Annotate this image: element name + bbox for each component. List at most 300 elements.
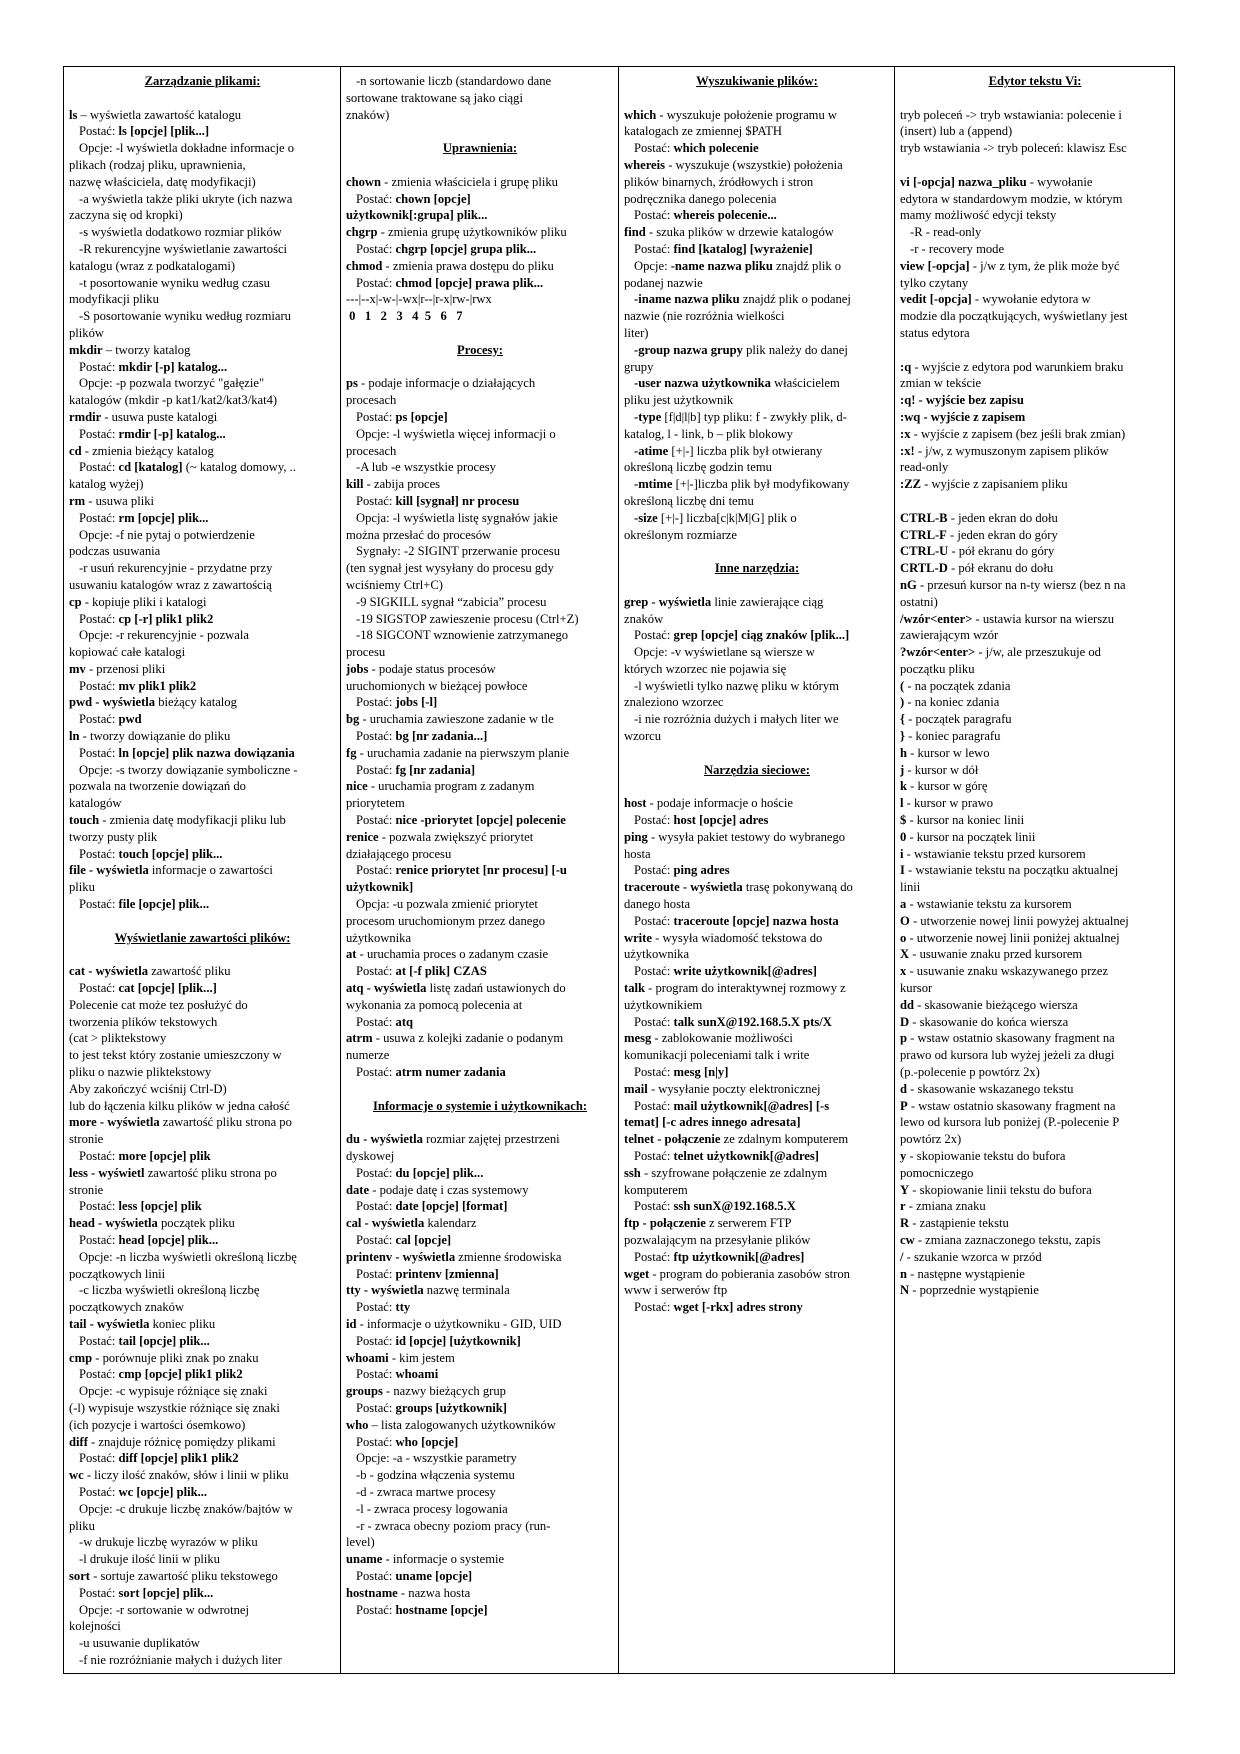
line-text: Postać: [356, 1014, 396, 1029]
command-name: chmod [346, 258, 383, 273]
command-entry [346, 1383, 614, 1400]
syntax-text: talk sunX@192.168.5.X pts/X [673, 1014, 832, 1029]
command-name: chown [346, 174, 381, 189]
line-text: Postać: [634, 208, 674, 223]
line-text: www i serwerów ftp [624, 1283, 728, 1298]
text-line [69, 644, 336, 661]
line-text: Postać: [356, 1165, 396, 1180]
line-text: Postać: [634, 1249, 674, 1264]
line-text: zawierającym wzór [900, 628, 999, 643]
command-name: traceroute - wyświetla [624, 880, 743, 895]
command-entry [900, 560, 1170, 577]
option-line [69, 1484, 336, 1501]
command-name: mkdir [69, 342, 103, 357]
command-entry [900, 812, 1170, 829]
line-text: level) [346, 1535, 375, 1550]
section-heading-text: Zarządzanie plikami: [144, 74, 261, 88]
command-entry [900, 1266, 1170, 1283]
command-entry [900, 543, 1170, 560]
command-name: pwd - wyświetla [69, 695, 156, 710]
line-text: pliku [69, 1518, 95, 1533]
syntax-text: date [opcje] [format] [395, 1199, 508, 1214]
command-entry [624, 1165, 890, 1182]
line-text: modzie dla początkujących, wyświetlany jest [900, 309, 1128, 324]
text-line [900, 1165, 1170, 1182]
line-text: Postać: [634, 863, 674, 878]
command-entry [900, 1081, 1170, 1098]
option-line [69, 224, 336, 241]
option-line [624, 1148, 890, 1165]
command-entry [69, 1467, 336, 1484]
line-text: określoną liczbę godzin temu [624, 460, 772, 475]
spacer [346, 157, 614, 174]
command-description: - podaje informacje o działających [357, 376, 536, 391]
command-entry [900, 510, 1170, 527]
command-name: cw [900, 1232, 915, 1247]
option-line [69, 1534, 336, 1551]
command-entry [346, 1350, 614, 1367]
command-description: koniec pliku [149, 1316, 216, 1331]
line-text: Postać: [79, 426, 119, 441]
option-line [346, 1501, 614, 1518]
text-line [346, 291, 614, 308]
syntax-text: atrm numer zadania [395, 1065, 506, 1080]
text-line [69, 258, 336, 275]
command-description: - kursor w dół [904, 762, 979, 777]
text-line [624, 426, 890, 443]
line-text: -l - zwraca procesy logowania [356, 1501, 508, 1516]
option-line [624, 342, 890, 359]
command-name: at [346, 947, 357, 962]
line-text: Postać: [356, 191, 396, 206]
command-entry [346, 258, 614, 275]
command-entry [900, 930, 1170, 947]
command-entry [900, 174, 1170, 191]
option-line [624, 1014, 890, 1031]
option-line [69, 123, 336, 140]
text-line [900, 879, 1170, 896]
command-description: - przesuń kursor na n-ty wiersz (bez n na [916, 577, 1126, 592]
line-text: [+|-]liczba plik był modyfikowany [672, 477, 850, 492]
command-name: vedit [-opcja] [900, 292, 972, 307]
command-entry [69, 694, 336, 711]
command-description: - zmienia prawa dostępu do pliku [382, 258, 554, 273]
line-text: Postać: [634, 1300, 674, 1315]
command-description: z serwerem FTP [705, 1216, 792, 1231]
syntax-text: who [opcje] [395, 1434, 459, 1449]
text-line [900, 107, 1170, 124]
line-text: -r - zwraca obecny poziom pracy (run- [356, 1518, 551, 1533]
text-line [69, 1266, 336, 1283]
line-text: plików [69, 325, 104, 340]
text-line [624, 661, 890, 678]
option-line [69, 241, 336, 258]
option-line [69, 1249, 336, 1266]
line-text: Opcje: -s tworzy dowiązanie symboliczne - [79, 762, 298, 777]
line-text: (ich pozycje i wartości ósemkowo) [69, 1417, 246, 1432]
line-text: katalogach ze zmiennej $PATH [624, 124, 782, 139]
command-description: - sortuje zawartość pliku tekstowego [89, 1568, 278, 1583]
line-text: tylko czytany [900, 275, 969, 290]
option-line [624, 291, 890, 308]
command-description: - wysyła wiadomość tekstowa do [651, 930, 823, 945]
syntax-text: less [opcje] plik [118, 1199, 202, 1214]
command-name: tty - wyświetla [346, 1283, 424, 1298]
option-line [346, 1165, 614, 1182]
option-line [346, 896, 614, 913]
command-description: - informacje o użytkowniku - GID, UID [356, 1316, 562, 1331]
text-line [69, 778, 336, 795]
line-text: -A lub -e wszystkie procesy [356, 460, 496, 475]
command-entry [69, 594, 336, 611]
command-description: - nazwy bieżących grup [382, 1384, 506, 1399]
command-description: zawartość pliku [148, 964, 231, 979]
option-line [69, 762, 336, 779]
syntax-text: whoami [395, 1367, 439, 1382]
text-line [69, 795, 336, 812]
command-description: - kursor w lewo [907, 745, 990, 760]
command-description: - zabija proces [363, 477, 441, 492]
section-heading [346, 342, 614, 359]
line-text: Postać: [356, 813, 396, 828]
command-name: o [900, 930, 907, 945]
line-text: Opcje: -r sortowanie w odwrotnej [79, 1602, 249, 1617]
syntax-text: nice -priorytet [opcje] polecenie [395, 813, 566, 828]
line-text: Postać: [79, 678, 119, 693]
option-line [69, 510, 336, 527]
column-file-management [64, 67, 340, 1673]
command-description: zawartość pliku strona po [159, 1115, 292, 1130]
command-entry [346, 1249, 614, 1266]
command-description: linie zawierające ciąg [711, 594, 824, 609]
line-text: użytkownika [624, 947, 690, 962]
command-name: } [900, 729, 905, 744]
line-text: Postać: [79, 1585, 119, 1600]
command-entry [346, 778, 614, 795]
line-text: określoną liczbę dni temu [624, 493, 754, 508]
command-name: r [900, 1199, 906, 1214]
syntax-text: :wq - wyjście z zapisem [900, 409, 1026, 424]
section-heading-text: Uprawnienia: [442, 141, 518, 156]
line-text: Opcja: -u pozwala zmienić priorytet [356, 897, 538, 912]
option-line [69, 359, 336, 376]
option-line [624, 409, 890, 426]
text-line [346, 1534, 614, 1551]
line-text: podczas usuwania [69, 544, 161, 559]
command-name: chgrp [346, 225, 378, 240]
command-description: - uruchamia zadanie na pierwszym planie [356, 745, 570, 760]
command-name: renice [346, 829, 379, 844]
command-description: - wywołanie [1026, 174, 1093, 189]
command-description: - początek paragrafu [904, 712, 1012, 727]
command-entry [346, 224, 614, 241]
text-line [69, 291, 336, 308]
command-description: - zmienia bieżący katalog [81, 443, 214, 458]
option-line [69, 560, 336, 577]
command-name: cd [69, 443, 82, 458]
line-text: to jest tekst który zostanie umieszczony w [69, 1048, 282, 1063]
option-line [346, 73, 614, 90]
command-entry [900, 678, 1170, 695]
text-line [69, 879, 336, 896]
command-name: whereis [624, 157, 666, 172]
command-entry [346, 476, 614, 493]
syntax-text: -size [634, 510, 658, 525]
line-text: komputerem [624, 1182, 688, 1197]
line-text: mamy możliwość edycji teksty [900, 208, 1057, 223]
line-text: modyfikacji pliku [69, 292, 159, 307]
line-text: -f nie rozróżnianie małych i dużych liter [79, 1652, 282, 1667]
option-line [624, 443, 890, 460]
command-name: k [900, 779, 908, 794]
command-entry [624, 795, 890, 812]
syntax-text: -group nazwa grupy [634, 342, 743, 357]
line-text: Postać: [634, 913, 674, 928]
syntax-text: -name nazwa pliku [670, 258, 773, 273]
command-entry [69, 963, 336, 980]
spacer [624, 577, 890, 594]
syntax-text: cat [opcje] [plik...] [118, 981, 217, 996]
line-text: Postać: [634, 628, 674, 643]
command-name: 0 [900, 829, 907, 844]
line-text: Postać: [356, 863, 396, 878]
text-line [624, 308, 890, 325]
option-line [346, 694, 614, 711]
text-line [624, 527, 890, 544]
line-text: Postać: [356, 1400, 396, 1415]
syntax-text: ftp użytkownik[@adres] [673, 1249, 805, 1264]
line-text: pozwalającym na przesyłanie plików [624, 1232, 811, 1247]
option-line [69, 1652, 336, 1669]
line-text: katalog, l - link, b – plik blokowy [624, 426, 793, 441]
option-line [69, 375, 336, 392]
text-line [624, 325, 890, 342]
command-name: :ZZ [900, 477, 921, 492]
line-text: Postać: [634, 964, 674, 979]
text-line [346, 577, 614, 594]
option-line [346, 409, 614, 426]
command-name: mv [69, 661, 86, 676]
command-entry [900, 694, 1170, 711]
option-line [346, 191, 614, 208]
command-entry [624, 930, 890, 947]
syntax-text: ps [opcje] [395, 409, 448, 424]
line-text: katalogu (wraz z podkatalogami) [69, 258, 236, 273]
command-entry [69, 1568, 336, 1585]
line-text: grupy [624, 359, 654, 374]
option-line [346, 594, 614, 611]
syntax-text: bg [nr zadania...] [395, 729, 488, 744]
command-entry [900, 963, 1170, 980]
syntax-line [900, 392, 1170, 409]
spacer [624, 90, 890, 107]
command-name: ls [69, 107, 78, 122]
command-description: – wyświetla zawartość katalogu [77, 107, 242, 122]
line-text: tryb poleceń -> tryb wstawiania: polecenie i [900, 107, 1122, 122]
command-name: / [900, 1249, 904, 1264]
syntax-text: telnet użytkownik[@adres] [673, 1149, 819, 1163]
command-description: informacje o zawartości [148, 863, 273, 878]
command-entry [624, 594, 890, 611]
command-entry [346, 1215, 614, 1232]
text-line [69, 829, 336, 846]
line-text: -u usuwanie duplikatów [79, 1636, 201, 1651]
command-description: - wysyłanie poczty elektronicznej [647, 1081, 821, 1096]
line-text: Postać: [356, 493, 396, 508]
command-name: j [900, 762, 905, 777]
text-line [69, 1417, 336, 1434]
command-name: l [900, 796, 904, 811]
option-line [624, 241, 890, 258]
command-name: N [900, 1283, 910, 1298]
syntax-text: cal [opcje] [395, 1232, 452, 1247]
line-text: Postać: [79, 1199, 119, 1214]
option-line [346, 1568, 614, 1585]
text-line [346, 1047, 614, 1064]
option-line [624, 1299, 890, 1316]
command-description: - zmienia właściciela i grupę pliku [381, 174, 558, 189]
line-text: -t posortowanie wyniku według czasu [79, 275, 270, 290]
option-line [69, 459, 336, 476]
text-line [900, 191, 1170, 208]
option-line [346, 1333, 614, 1350]
command-description: - j/w z tym, że plik może być [969, 258, 1120, 273]
line-text: określonym rozmiarze [624, 527, 737, 542]
text-line [624, 728, 890, 745]
option-line [346, 1518, 614, 1535]
command-name: a [900, 897, 907, 912]
line-text: -R rekurencyjne wyświetlanie zawartości [79, 241, 288, 256]
line-text: nazwie (nie rozróżnia wielkości [624, 309, 785, 324]
command-entry [900, 946, 1170, 963]
command-name: $ [900, 813, 907, 828]
command-description: bieżący katalog [155, 695, 237, 710]
command-entry [69, 443, 336, 460]
option-line [69, 527, 336, 544]
command-description: - zmiana znaku [905, 1199, 986, 1214]
syntax-text: tail [opcje] plik... [118, 1333, 210, 1348]
syntax-text: chown [opcje] [395, 191, 471, 206]
text-line [624, 275, 890, 292]
command-entry [69, 409, 336, 426]
command-entry [900, 258, 1170, 275]
syntax-text: find [katalog] [wyrażenie] [673, 241, 813, 256]
command-description: - tworzy dowiązanie do pliku [79, 729, 231, 744]
line-text: procesu [346, 645, 386, 660]
spacer [346, 325, 614, 342]
line-text: -18 SIGCONT wznowienie zatrzymanego [356, 628, 569, 643]
line-text: początkowych znaków [69, 1300, 185, 1315]
command-entry [900, 1249, 1170, 1266]
option-line [69, 1383, 336, 1400]
line-text: -19 SIGSTOP zawieszenie procesu (Ctrl+Z) [356, 611, 579, 626]
command-entry [69, 1316, 336, 1333]
command-entry [69, 342, 336, 359]
option-line [69, 1602, 336, 1619]
line-text: katalog wyżej) [69, 477, 144, 492]
section-heading-text: Inne narzędzia: [714, 561, 800, 576]
line-text: Postać: [79, 124, 119, 139]
line-text: kolejności [69, 1619, 121, 1634]
command-entry [900, 527, 1170, 544]
command-entry [900, 1182, 1170, 1199]
option-line [346, 510, 614, 527]
text-line [346, 930, 614, 947]
section-heading-text: Wyświetlanie zawartości plików: [114, 930, 291, 945]
line-text: Postać: [79, 1232, 119, 1247]
command-description: ze zdalnym komputerem [720, 1132, 849, 1147]
syntax-text: mail użytkownik[@adres] [-s [673, 1098, 830, 1113]
option-line [346, 762, 614, 779]
command-entry [900, 1148, 1170, 1165]
option-line [69, 980, 336, 997]
command-entry [346, 745, 614, 762]
command-entry [900, 443, 1170, 460]
command-entry [900, 1282, 1170, 1299]
command-entry [900, 762, 1170, 779]
syntax-text: hostname [opcje] [395, 1602, 488, 1617]
command-description: rozmiar zajętej przestrzeni [422, 1132, 560, 1147]
command-entry [900, 997, 1170, 1014]
command-entry [624, 157, 890, 174]
line-text: katalogów (mkdir -p kat1/kat2/kat3/kat4) [69, 393, 278, 408]
syntax-text: temat] [-c adres innego adresata] [624, 1115, 801, 1130]
text-line [900, 140, 1170, 157]
column-search-network [618, 67, 894, 1673]
line-text: kursor [900, 981, 933, 996]
command-description: - skopiowanie linii tekstu do bufora [909, 1182, 1092, 1197]
command-description: - wyjście z zapisem (bez jeśli brak zmian) [910, 426, 1126, 441]
text-line [900, 1047, 1170, 1064]
command-description: - usuwa puste katalogi [101, 409, 218, 424]
line-text: linii [900, 880, 921, 895]
syntax-text: at [-f plik] CZAS [395, 964, 487, 979]
option-line [624, 510, 890, 527]
command-description: - kim jestem [388, 1350, 455, 1365]
command-entry [346, 1282, 614, 1299]
syntax-text: host [opcje] adres [673, 813, 769, 828]
option-line [69, 711, 336, 728]
command-name: n [900, 1266, 908, 1281]
option-line [346, 728, 614, 745]
command-description: początek pliku [157, 1216, 235, 1231]
syntax-text: touch [opcje] plik... [118, 846, 223, 861]
option-line [69, 611, 336, 628]
line-text: danego hosta [624, 897, 691, 912]
line-text: Postać: [79, 846, 119, 861]
text-line [346, 678, 614, 695]
command-name: atrm [346, 1031, 373, 1046]
line-text: Sygnały: -2 SIGINT przerwanie procesu [356, 544, 561, 559]
command-description: - liczy ilość znaków, słów i linii w pliku [83, 1468, 289, 1483]
line-text: użytkownika [346, 930, 412, 945]
section-heading [346, 140, 614, 157]
command-description: - podaje datę i czas systemowy [369, 1182, 529, 1197]
text-line [900, 980, 1170, 997]
option-line [624, 375, 890, 392]
text-line [69, 543, 336, 560]
line-text: -d - zwraca martwe procesy [356, 1484, 496, 1499]
text-line [624, 459, 890, 476]
syntax-text: uname [opcje] [395, 1568, 473, 1583]
command-name: p [900, 1031, 908, 1046]
command-entry [346, 1182, 614, 1199]
command-description: - wysyła pakiet testowy do wybranego [647, 829, 846, 844]
syntax-text: du [opcje] plik... [395, 1165, 484, 1180]
line-text: (p.-polecenie p powtórz 2x) [900, 1065, 1040, 1080]
line-text: katalogów [69, 796, 122, 811]
section-heading [624, 73, 890, 90]
